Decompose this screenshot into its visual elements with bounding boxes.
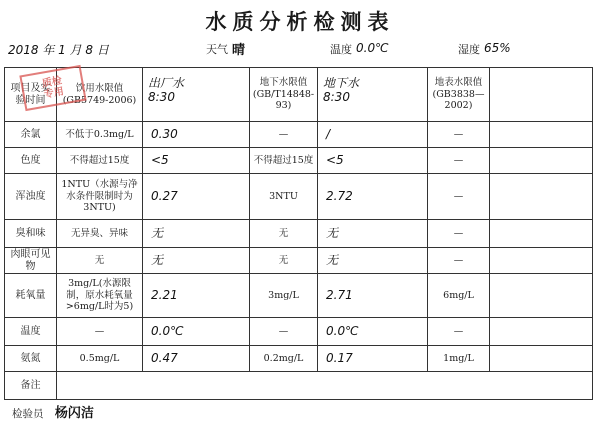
inspector-name: 杨闪洁	[54, 406, 94, 421]
table-row	[5, 174, 593, 220]
date-value: 2018 年 1 月 8 日	[8, 43, 109, 57]
table-row	[5, 248, 593, 274]
row-ground-standard: 0.2mg/L	[250, 346, 318, 372]
table-row	[5, 220, 593, 248]
row-empty	[490, 148, 593, 174]
row-item: 氨氮	[5, 346, 57, 372]
row-outlet-value: 2.21	[143, 274, 250, 318]
row-ground-standard: —	[250, 318, 318, 346]
weather-value: 晴	[232, 43, 246, 58]
row-surface-standard: 1mg/L	[428, 346, 490, 372]
ground-water-time: 8:30	[323, 90, 350, 105]
row-empty	[490, 318, 593, 346]
header-item-time: 项目及实验时间	[5, 68, 57, 122]
row-outlet-value: 0.27	[143, 174, 250, 220]
ground-water-name: 地下水	[323, 76, 360, 90]
row-drinking-standard: 不低于0.3mg/L	[57, 122, 143, 148]
row-ground-value: 2.71	[318, 274, 428, 318]
row-outlet-value: 0.30	[143, 122, 250, 148]
outlet-water-name: 出厂水	[148, 76, 185, 90]
humidity-label: 湿度	[458, 43, 480, 56]
row-surface-standard: —	[428, 248, 490, 274]
temperature-label: 温度	[330, 43, 352, 56]
document-title: 水质分析检测表	[205, 9, 395, 34]
row-outlet-value: 无	[143, 248, 250, 274]
analysis-table	[4, 67, 593, 400]
notes-label: 备注	[5, 372, 57, 400]
row-outlet-value: 0.0℃	[143, 318, 250, 346]
table-row	[5, 318, 593, 346]
header-outlet-water	[143, 68, 250, 122]
row-surface-standard: —	[428, 174, 490, 220]
notes-value	[57, 372, 593, 400]
row-empty	[490, 174, 593, 220]
row-empty	[490, 248, 593, 274]
row-empty	[490, 274, 593, 318]
weather-label: 天气	[206, 43, 228, 56]
row-outlet-value: 0.47	[143, 346, 250, 372]
row-surface-standard: —	[428, 122, 490, 148]
table-header-row	[5, 68, 593, 122]
row-item: 温度	[5, 318, 57, 346]
row-item: 色度	[5, 148, 57, 174]
row-drinking-standard: —	[57, 318, 143, 346]
row-ground-standard: 3mg/L	[250, 274, 318, 318]
row-ground-value: 0.17	[318, 346, 428, 372]
table-row	[5, 148, 593, 174]
header-ground-water	[318, 68, 428, 122]
row-item: 肉眼可见物	[5, 248, 57, 274]
row-ground-value: 0.0℃	[318, 318, 428, 346]
row-ground-standard: 无	[250, 220, 318, 248]
humidity-value: 65%	[484, 41, 511, 55]
row-empty	[490, 346, 593, 372]
row-drinking-standard: 不得超过15度	[57, 148, 143, 174]
row-item: 臭和味	[5, 220, 57, 248]
row-ground-standard: 不得超过15度	[250, 148, 318, 174]
notes-row	[5, 372, 593, 400]
row-ground-value: 无	[318, 220, 428, 248]
stamp-line-2: 专用	[43, 86, 65, 101]
row-empty	[490, 220, 593, 248]
row-item: 耗氧量	[5, 274, 57, 318]
header-empty	[490, 68, 593, 122]
row-ground-value: <5	[318, 148, 428, 174]
inspector-label: 检验员	[12, 408, 44, 420]
row-outlet-value: <5	[143, 148, 250, 174]
row-ground-value: 2.72	[318, 174, 428, 220]
row-surface-standard: —	[428, 318, 490, 346]
row-item: 浑浊度	[5, 174, 57, 220]
row-ground-standard: —	[250, 122, 318, 148]
table-row	[5, 346, 593, 372]
row-drinking-standard: 0.5mg/L	[57, 346, 143, 372]
row-empty	[490, 122, 593, 148]
row-ground-value: 无	[318, 248, 428, 274]
row-drinking-standard: 无异臭、异味	[57, 220, 143, 248]
row-drinking-standard: 1NTU（水源与净水条件限制时为3NTU)	[57, 174, 143, 220]
table-row	[5, 122, 593, 148]
outlet-water-time: 8:30	[148, 90, 175, 105]
row-outlet-value: 无	[143, 220, 250, 248]
row-item: 余氯	[5, 122, 57, 148]
row-drinking-standard: 无	[57, 248, 143, 274]
row-surface-standard: —	[428, 220, 490, 248]
header-ground-limit: 地下水限值(GB/T14848-93)	[250, 68, 318, 122]
row-ground-standard: 3NTU	[250, 174, 318, 220]
header-drinking-limit: 饮用水限值(GB5749-2006)	[57, 68, 143, 122]
row-drinking-standard: 3mg/L(水源限制，原水耗氧量>6mg/L时为5)	[57, 274, 143, 318]
row-surface-standard: 6mg/L	[428, 274, 490, 318]
row-ground-value: /	[318, 122, 428, 148]
table-row	[5, 274, 593, 318]
header-surface-limit: 地表水限值(GB3838—2002)	[428, 68, 490, 122]
temperature-value: 0.0℃	[356, 41, 389, 55]
row-surface-standard: —	[428, 148, 490, 174]
row-ground-standard: 无	[250, 248, 318, 274]
stamp-line-1: 质检	[41, 75, 63, 90]
inspector-signature-line	[12, 402, 94, 421]
